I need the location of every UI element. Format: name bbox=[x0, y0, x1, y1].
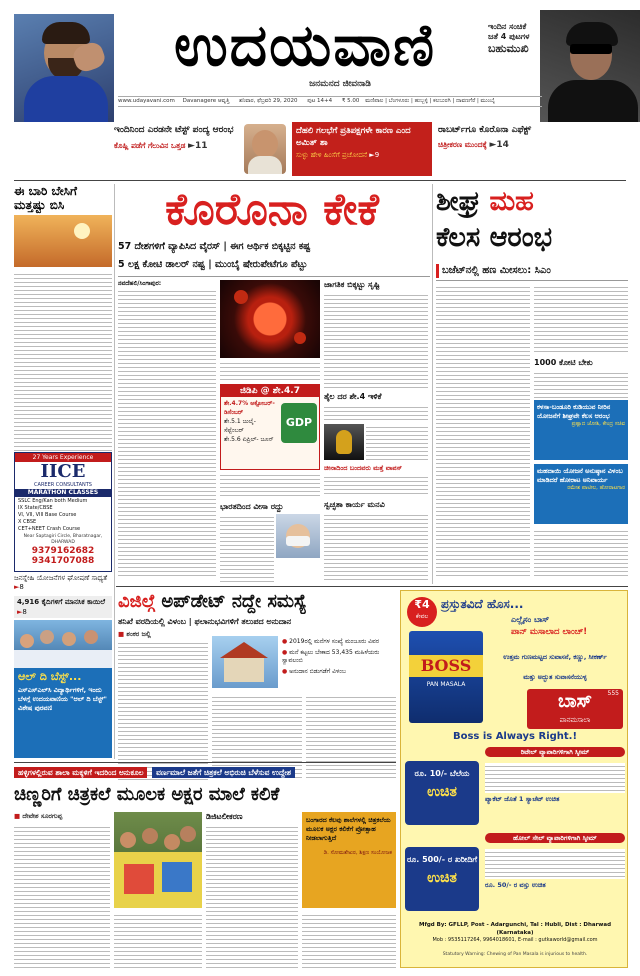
oil-story-text bbox=[324, 404, 428, 420]
right-subhead: ಬಜೆಟ್‌ನಲ್ಲಿ ಹಣ ಮೀಸಲು: ಸಿಎಂ bbox=[436, 264, 628, 278]
masthead-tagline: ಜನಮನದ ಜೀವನಾಡಿ bbox=[309, 79, 371, 89]
prisoner-box[interactable] bbox=[14, 596, 112, 618]
vigil-byline bbox=[118, 630, 208, 639]
ad-mfg: Mfgd By: GFLLP, Post - Adargunchi, Tal : Hubli, Dist : Dharwad (Karnataka) bbox=[418, 922, 612, 936]
vigil-headline bbox=[118, 590, 396, 614]
bullet-icon: ■ bbox=[118, 630, 125, 638]
info-strip bbox=[118, 96, 542, 107]
ad-phone: 9379162682 bbox=[31, 546, 95, 556]
bottom-byline bbox=[14, 812, 112, 821]
offer-free-badge bbox=[405, 761, 479, 825]
actor-photo bbox=[540, 10, 640, 122]
vigil-stat: ಅನುದಾನ ಬಿಡುಗಡೆಗೆ ವಿಳಂಬ bbox=[289, 668, 346, 675]
masthead-title: ಉದಯವಾಣಿ bbox=[173, 11, 437, 79]
teaser-strip bbox=[106, 122, 538, 178]
allthebest-text: ಎಸ್‌ಎಸ್‌ಎಲ್‌ಸಿ ವಿದ್ಯಾರ್ಥಿಗಳಿಗೆ, ಇಂದು ಬೆಳಗ್ಗೆ ಉದಯವಾಣಿಯ "ಆಲ್ ದಿ ಬೆಸ್ಟ್" ವಿಶೇಷ ಪುರವಣಿ bbox=[18, 686, 107, 712]
fund-box-title: 1000 ಕೋಟಿ ಬೇಕು bbox=[534, 358, 593, 367]
stat-bullet-icon: ● bbox=[282, 638, 288, 645]
visa-story-text bbox=[220, 514, 274, 582]
ad-experience: 27 Years Experience bbox=[15, 453, 111, 462]
bottom-quote-box bbox=[302, 812, 396, 908]
gdp-story-text bbox=[220, 472, 320, 498]
price-value: ₹4 bbox=[414, 598, 430, 611]
left-link[interactable] bbox=[14, 574, 112, 592]
teaser-page: 11 bbox=[194, 141, 208, 151]
fund-box-text bbox=[534, 370, 628, 398]
offer-free-badge bbox=[405, 847, 479, 911]
teaser-page-arrow-icon: ► bbox=[489, 140, 497, 150]
bottom-story-col4 bbox=[302, 912, 396, 970]
oil-photo bbox=[324, 424, 364, 460]
page-arrow-icon: ► bbox=[17, 608, 23, 616]
ad-warning: Statutory Warning: Chewing of Pan Masala is injurious to health. bbox=[442, 952, 588, 957]
vigil-stat: 2019ರಲ್ಲಿ ಮನೆಗಳ ಸಂಖ್ಯೆ ಮಂಜೂರು ವಿವರ bbox=[289, 638, 380, 645]
gdp-box bbox=[220, 384, 320, 470]
teaser-page-arrow-icon: ► bbox=[188, 141, 195, 151]
offer-line: ರೂ. 50/- ರ ವಸ್ತು ಉಚಿತ bbox=[485, 881, 546, 889]
ad-feature2: ಮತ್ತು ಅದ್ಭುತ ಸುವಾಸನೆಯುಳ್ಳ bbox=[523, 673, 587, 681]
stat-bullet-icon: ● bbox=[282, 668, 288, 675]
link-text: ಜನಸ್ನೇಹಿ ಯೋಜನೆಗಳ ಘೋಷಣೆ ಸಾಧ್ಯತೆ bbox=[14, 574, 108, 582]
coaching-ad[interactable] bbox=[14, 452, 112, 572]
teaser-title: ದೆಹಲಿ ಗಲಭೆಗೆ ಪ್ರತಿಪಕ್ಷಗಳೇ ಕಾರಣ ಎಂದ ಅಮಿತ್ ಶಾ bbox=[296, 126, 411, 148]
teaser-page: 9 bbox=[374, 151, 380, 159]
teaser-title: ಇಂದಿನಿಂದ ಎರಡನೇ ಟೆಸ್ಟ್ ಪಂದ್ಯ ಆರಂಭ bbox=[114, 125, 234, 135]
right-headline bbox=[436, 184, 628, 260]
right-headline-part1: ಶೀಘ್ರ bbox=[436, 186, 481, 217]
quote-attr: ಡಿ. ಸೋಮಶೇಖರ, ಶಿಕ್ಷಣ ಸಂಯೋಜಕ bbox=[323, 850, 392, 856]
offer-retail bbox=[405, 747, 625, 829]
students-photo bbox=[14, 620, 112, 668]
ad-address: Near Saptagiri Circle, Bharatnagar, DHARWAD bbox=[23, 534, 103, 545]
alert-title: ಜಾಗತಿಕ ಬಿಕ್ಕಟ್ಟು ಸೃಷ್ಟಿ bbox=[324, 280, 380, 289]
right-story-col2-bottom bbox=[534, 528, 628, 578]
vigil-story-col1 bbox=[118, 640, 208, 780]
selfwork-story-text bbox=[324, 512, 428, 582]
lead-dateline: ನವದೆಹಲಿ/ಸಿಂಗಾಪುರ: bbox=[118, 280, 162, 287]
kicker-left: ಹಳ್ಳಿಗಳಲ್ಲಿರುವ ಶಾಲಾ ಮಕ್ಕಳಿಗೆ ಇದರಿಂದ ಅನುಕೂಲ bbox=[14, 767, 147, 778]
mask-photo bbox=[276, 514, 320, 558]
digitize-title: ಡಿಜಿಟಲೀಕರಣ bbox=[206, 812, 243, 821]
ad-item: CET+NEET Crash Course bbox=[18, 526, 81, 532]
quote-text: ಕಳಸಾ-ಬಂಡೂರಿ ಕುಡಿಯುವ ನೀರಿನ ಯೋಜನೆಗೆ ಶೀಘ್ರವೇ ಕೆಲಸ ಆರಂಭ bbox=[537, 403, 611, 420]
right-headline-red: ಮಹ bbox=[489, 186, 534, 217]
gdp-stat: ಶೇ.4.7% ಅಕ್ಟೋಬರ್- ಡಿಸೆಂಬರ್ bbox=[224, 400, 275, 416]
count-page: 8 bbox=[22, 608, 27, 616]
ad-title: ಪ್ರಸ್ತುತವಿದೆ ಹೊಸ... bbox=[441, 597, 524, 611]
virus-photo bbox=[220, 280, 320, 358]
quote-attr: ರಮೇಶ ಪಾಟೀಲ, ಹೋರಾಟಗಾರ bbox=[567, 485, 625, 491]
lead-subhead-2: 5 ಲಕ್ಷ ಕೋಟಿ ಡಾಲರ್ ನಷ್ಟ | ಮುಂಬೈ ಷೇರುಪೇಟೆಗೂ ಪೆಟ್ಟು bbox=[118, 259, 308, 270]
free-label: ಉಚಿತ bbox=[427, 870, 457, 886]
cricketer-photo bbox=[14, 14, 114, 122]
teaser-film[interactable] bbox=[438, 124, 538, 176]
bottom-story-col1 bbox=[14, 824, 110, 970]
badge-line3: ಬಹುಮುಖಿ bbox=[488, 42, 529, 55]
ad-brand: IICE bbox=[40, 461, 86, 482]
ad-phone: 9341707088 bbox=[31, 556, 95, 566]
heat-story-text bbox=[14, 271, 112, 461]
quote-attr: ಪ್ರಹ್ಲಾದ ಜೋಶಿ, ಕೇಂದ್ರ ಸಚಿವ bbox=[571, 421, 625, 427]
ad-feature1: ಉತ್ತಮ ಗುಣಮಟ್ಟದ ಸುವಾಸನೆ, ಕಣ್ಣು, ಸೀಕರ್ಣ್ bbox=[503, 653, 607, 661]
bottom-story-col2 bbox=[114, 912, 202, 970]
oil-photo-caption bbox=[366, 424, 428, 460]
virus-caption bbox=[220, 360, 320, 382]
ad-head: MARATHON CLASSES bbox=[15, 489, 111, 497]
ad-slogan: Boss is Always Right.! bbox=[452, 731, 578, 742]
issue-date: ಶನಿವಾರ, ಫೆಬ್ರವರಿ 29, 2020 bbox=[239, 98, 298, 104]
offer-title: ರಿಟೇಲ್ ವ್ಯಾಪಾರಿಗಳಿಗಾಗಿ ಸ್ಕೀಮ್ bbox=[485, 747, 625, 757]
offer-line: ರೂ. 10/- ಬೆಲೆಯ bbox=[414, 769, 470, 778]
lead-headline: ಕೊರೊನಾ ಕೇಕೆ bbox=[165, 184, 379, 235]
ad-item: VI, VII, VIII Base Course bbox=[18, 512, 77, 518]
link-page: 8 bbox=[19, 583, 24, 591]
vigil-subhead: ತನಿಖೆ ವರದಿಯಲ್ಲಿ ವಿಳಂಬ | ಫಲಾನುಭವಿಗಳಿಗೆ ತಲುಪದ ಅನುದಾನ bbox=[118, 617, 292, 626]
vigil-headline-red: ವಿಜಿಲ್ bbox=[118, 591, 156, 612]
brand-big: ಬಾಸ್ bbox=[557, 691, 593, 712]
right-story-col2-top bbox=[534, 284, 628, 354]
ad-item: IX State/CBSE bbox=[18, 505, 53, 511]
ad-sub1: ಎಲ್ಲೈಸಂ ಬಾಸ್ bbox=[511, 615, 550, 624]
offer-line: ರೂ. 500/- ರ ಖರೀದಿಗೆ bbox=[406, 855, 478, 864]
page-count: ಪುಟ 14+4 bbox=[307, 98, 333, 104]
price-label: ಕೇವಲ bbox=[415, 613, 429, 620]
ad-item: SSLC Eng/Kan both Medium bbox=[18, 498, 88, 504]
oil-title: ತೈಲ ದರ ಶೇ.4 ಇಳಿಕೆ bbox=[324, 392, 382, 401]
lead-story-text bbox=[118, 288, 216, 578]
teaser-page-arrow-icon: ► bbox=[369, 151, 375, 159]
teaser-politics[interactable] bbox=[292, 122, 432, 176]
teaser-cricket[interactable] bbox=[114, 124, 244, 176]
quote-text: ಮಹದಾಯಿ ಯೋಜನೆ ಅನುಷ್ಠಾನ ವಿಳಂಬ ಮಾಡಿದರೆ ಹೋರಾಟ ಅನಿವಾರ್ಯ bbox=[537, 467, 623, 484]
offer-title: ಹೋಲ್ ಸೇಲ್ ವ್ಯಾಪಾರಿಗಳಿಗಾಗಿ ಸ್ಕೀಮ್ bbox=[485, 833, 625, 843]
ad-item: X CBSE bbox=[18, 519, 37, 525]
china-title: ಚೀನಾದಿಂದ ಬಂದವರು ಮತ್ತೆ ವಾಪಸ್ bbox=[324, 464, 403, 472]
edition-cities: ಮಣಿಪಾಲ | ಬೆಂಗಳೂರು | ಹುಬ್ಬಳ್ಳಿ | ಕಲಬುರಗಿ | ದಾವಣಗೆರೆ | ಮುಂಬೈ bbox=[365, 98, 495, 104]
stat-bullet-icon: ● bbox=[282, 649, 288, 656]
ad-brand-sub: CAREER CONSULTANTS bbox=[34, 482, 92, 488]
teaser-amitshah-photo bbox=[244, 124, 286, 174]
gdp-stat: ಶೇ.5.6 ಏಪ್ರಿಲ್- ಜೂನ್ bbox=[224, 436, 274, 443]
website[interactable]: www.udayavani.com bbox=[118, 98, 175, 104]
bottom-story-col3 bbox=[206, 824, 298, 970]
quote-box-1 bbox=[534, 400, 628, 460]
lead-subhead-1: 57 ದೇಶಗಳಿಗೆ ವ್ಯಾಪಿಸಿದ ವೈರಸ್ | ಈಗ ಆರ್ಥಿಕ ಬಿಕ್ಕಟ್ಟಿನ ಕಷ್ಟ bbox=[118, 241, 311, 252]
house-photo bbox=[212, 636, 278, 688]
vigil-stat: ಮನೆ ಕಟ್ಟಲು ಬೇಕಾದ 53,435 ಮಹಿಳೆಯರು ಸ್ವಾವಲಂಬಿ bbox=[282, 649, 380, 664]
china-story-text bbox=[324, 474, 428, 496]
pack-name: PAN MASALA bbox=[426, 681, 466, 688]
vigil-stats bbox=[212, 636, 396, 690]
visa-title: ಭಾರತದಿಂದ ವೀಸಾ ರದ್ದು bbox=[220, 502, 284, 511]
count-text: 4,916 ಕೈದಿಗಳಿಗೆ ಮಾನಸಿಕ ಕಾಯಿಲೆ bbox=[17, 598, 106, 606]
vigil-headline-rest: ಗೆ ಅಪ್‌ಡೇಟ್ ನದ್ದೇ ಸಮಸ್ಯೆ bbox=[155, 591, 307, 612]
quote-text: ಬಂಗಾರದ ಕೆಲವು ಶಾಲೆಗಳಲ್ಲಿ ಚಿತ್ರಕಲೆಯ ಮೂಲಕ ಅಕ್ಷರ ಕಲಿಕೆಗೆ ಪ್ರೋತ್ಸಾಹ ನೀಡಲಾಗುತ್ತಿದೆ bbox=[306, 816, 391, 842]
ad-sub2: ಪಾನ್ ಮಸಾಲಾದ ಲಾಂಚ್! bbox=[511, 627, 588, 637]
ad-contact: Mob : 9535117264, 9964018601, E-mail : gutkaworld@gmail.com bbox=[432, 937, 598, 943]
teaser-page: 14 bbox=[496, 140, 509, 150]
gdp-stat: ಶೇ.5.1 ಜುಲೈ- ಸೆಪ್ಟೆಂಬರ್ bbox=[224, 418, 256, 434]
brand-num: 555 bbox=[607, 690, 619, 697]
alert-story-text bbox=[324, 292, 428, 388]
badge-line1: ಇಂದಿನ ಸಂಚಿಕೆ bbox=[488, 22, 527, 31]
lead-story-col1 bbox=[118, 280, 216, 580]
byline-text: ಶಂಕರ ಜಲ್ಲಿ bbox=[126, 630, 151, 638]
byline-text: ದೇವೇಶ ಸೂರಗುಪ್ಪ bbox=[22, 812, 63, 820]
allthebest-title: ಆಲ್ ದಿ ಬೆಸ್ಟ್... bbox=[18, 670, 82, 683]
bullet-icon: ■ bbox=[14, 812, 21, 820]
boss-pan-masala-ad[interactable] bbox=[400, 590, 628, 968]
offer-details bbox=[485, 849, 625, 879]
teaser-sub: ಚಿತ್ರೀಕರಣ ಮುಂದಕ್ಕೆ bbox=[438, 140, 487, 149]
offer-line: ಪ್ಯಾಕೆಟ್ ಜೊತೆ 1 ಸ್ಯಾಚೆಟ್ ಉಚಿತ bbox=[485, 795, 560, 803]
bottom-headline: ಚಿಣ್ಣರಿಗೆ ಚಿತ್ರಕಲೆ ಮೂಲಕ ಅಕ್ಷರ ಮಾಲೆ ಕಲಿಕೆ bbox=[14, 784, 280, 805]
edition: Davanagere ಆವೃತ್ತಿ bbox=[182, 98, 230, 104]
quote-box-2 bbox=[534, 464, 628, 524]
pack-brand: BOSS bbox=[409, 655, 483, 677]
children-photo bbox=[114, 812, 202, 908]
selfwork-title: ಸ್ವಚ್ಛತಾ ಕಾರ್ಯ ಮನವಿ bbox=[324, 500, 385, 509]
badge-line2: ಜತೆ 4 ಪುಟಗಳ bbox=[488, 32, 530, 41]
boss-pack bbox=[409, 631, 483, 723]
teaser-sub: ಸುಳ್ಳು ಹೇಳಿ ಹಿಂಸೆಗೆ ಪ್ರಚೋದನೆ bbox=[296, 151, 368, 159]
heat-heading: ಈ ಬಾರಿ ಬೇಸಿಗೆ ಮತ್ತಷ್ಟು ಬಿಸಿ bbox=[14, 184, 78, 212]
offer-details bbox=[485, 763, 625, 793]
page-arrow-icon: ► bbox=[14, 583, 20, 591]
heat-photo bbox=[14, 215, 112, 267]
offer-wholesale bbox=[405, 833, 625, 915]
free-label: ಉಚಿತ bbox=[427, 784, 457, 800]
teaser-sub: ಕೊಹ್ಲಿ ಪಡೆಗೆ ಗೆಲುವಿನ ಒತ್ತಡ bbox=[114, 141, 186, 150]
masthead bbox=[0, 0, 640, 122]
price: ₹ 5.00 bbox=[341, 98, 360, 104]
right-story-col1 bbox=[436, 284, 530, 578]
right-headline-part2: ಕೆಲಸ ಆರಂಭ bbox=[436, 222, 553, 253]
gdp-badge bbox=[281, 403, 317, 443]
brand-logo bbox=[527, 689, 623, 729]
kicker-right: ವರ್ಣಮಾಲೆ ಜತೆಗೆ ಚಿತ್ರಕಲೆ ಅಭಿರುಚಿ ಬೆಳೆಸುವ ಉದ್ದೇಶ bbox=[152, 767, 295, 778]
teaser-title: ರಾಬರ್ಟ್‌ಗೂ ಕೊರೊನಾ ಎಫೆಕ್ಟ್ bbox=[438, 125, 532, 135]
price-badge bbox=[407, 597, 437, 627]
gdp-badge-label: GDP bbox=[285, 416, 313, 429]
gdp-title: ಜಿಡಿಪಿ @ ಶೇ.4.7 bbox=[221, 385, 319, 397]
bottom-kicker-bar bbox=[14, 766, 396, 780]
brand-kan: ಪಾನಮಸಾಲಾ bbox=[559, 716, 591, 724]
allthebest-box[interactable] bbox=[14, 620, 112, 758]
